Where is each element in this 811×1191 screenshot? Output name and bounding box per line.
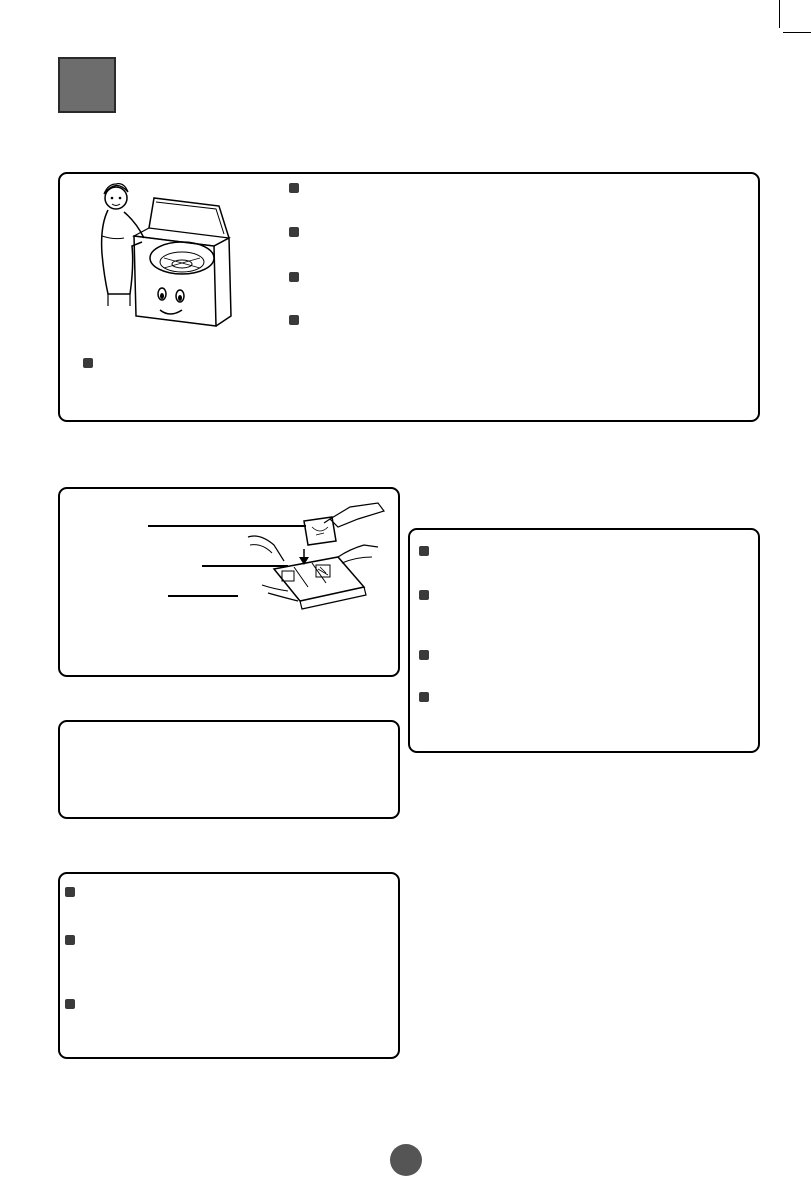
dispenser-panel [58,487,400,677]
square-bullet-icon [289,183,299,193]
square-bullet-icon [65,935,75,945]
section-marker [58,57,116,113]
square-bullet-icon [419,692,429,702]
intro-panel [58,172,760,422]
square-bullet-icon [419,546,429,556]
square-bullet-icon [289,227,299,237]
square-bullet-icon [419,650,429,660]
bottom-notes-panel [58,872,400,1059]
note-panel [58,720,400,819]
woman-with-washing-machine-illustration [94,176,234,336]
right-notes-panel [408,528,760,753]
square-bullet-icon [289,272,299,282]
detergent-dispenser-illustration [238,497,386,615]
square-bullet-icon [65,887,75,897]
square-bullet-icon [65,999,75,1009]
crop-mark-horizontal [783,32,811,33]
crop-mark-vertical [779,0,780,28]
square-bullet-icon [83,358,93,368]
page-indicator [390,1144,422,1176]
square-bullet-icon [419,590,429,600]
leader-line [168,595,238,597]
square-bullet-icon [289,315,299,325]
